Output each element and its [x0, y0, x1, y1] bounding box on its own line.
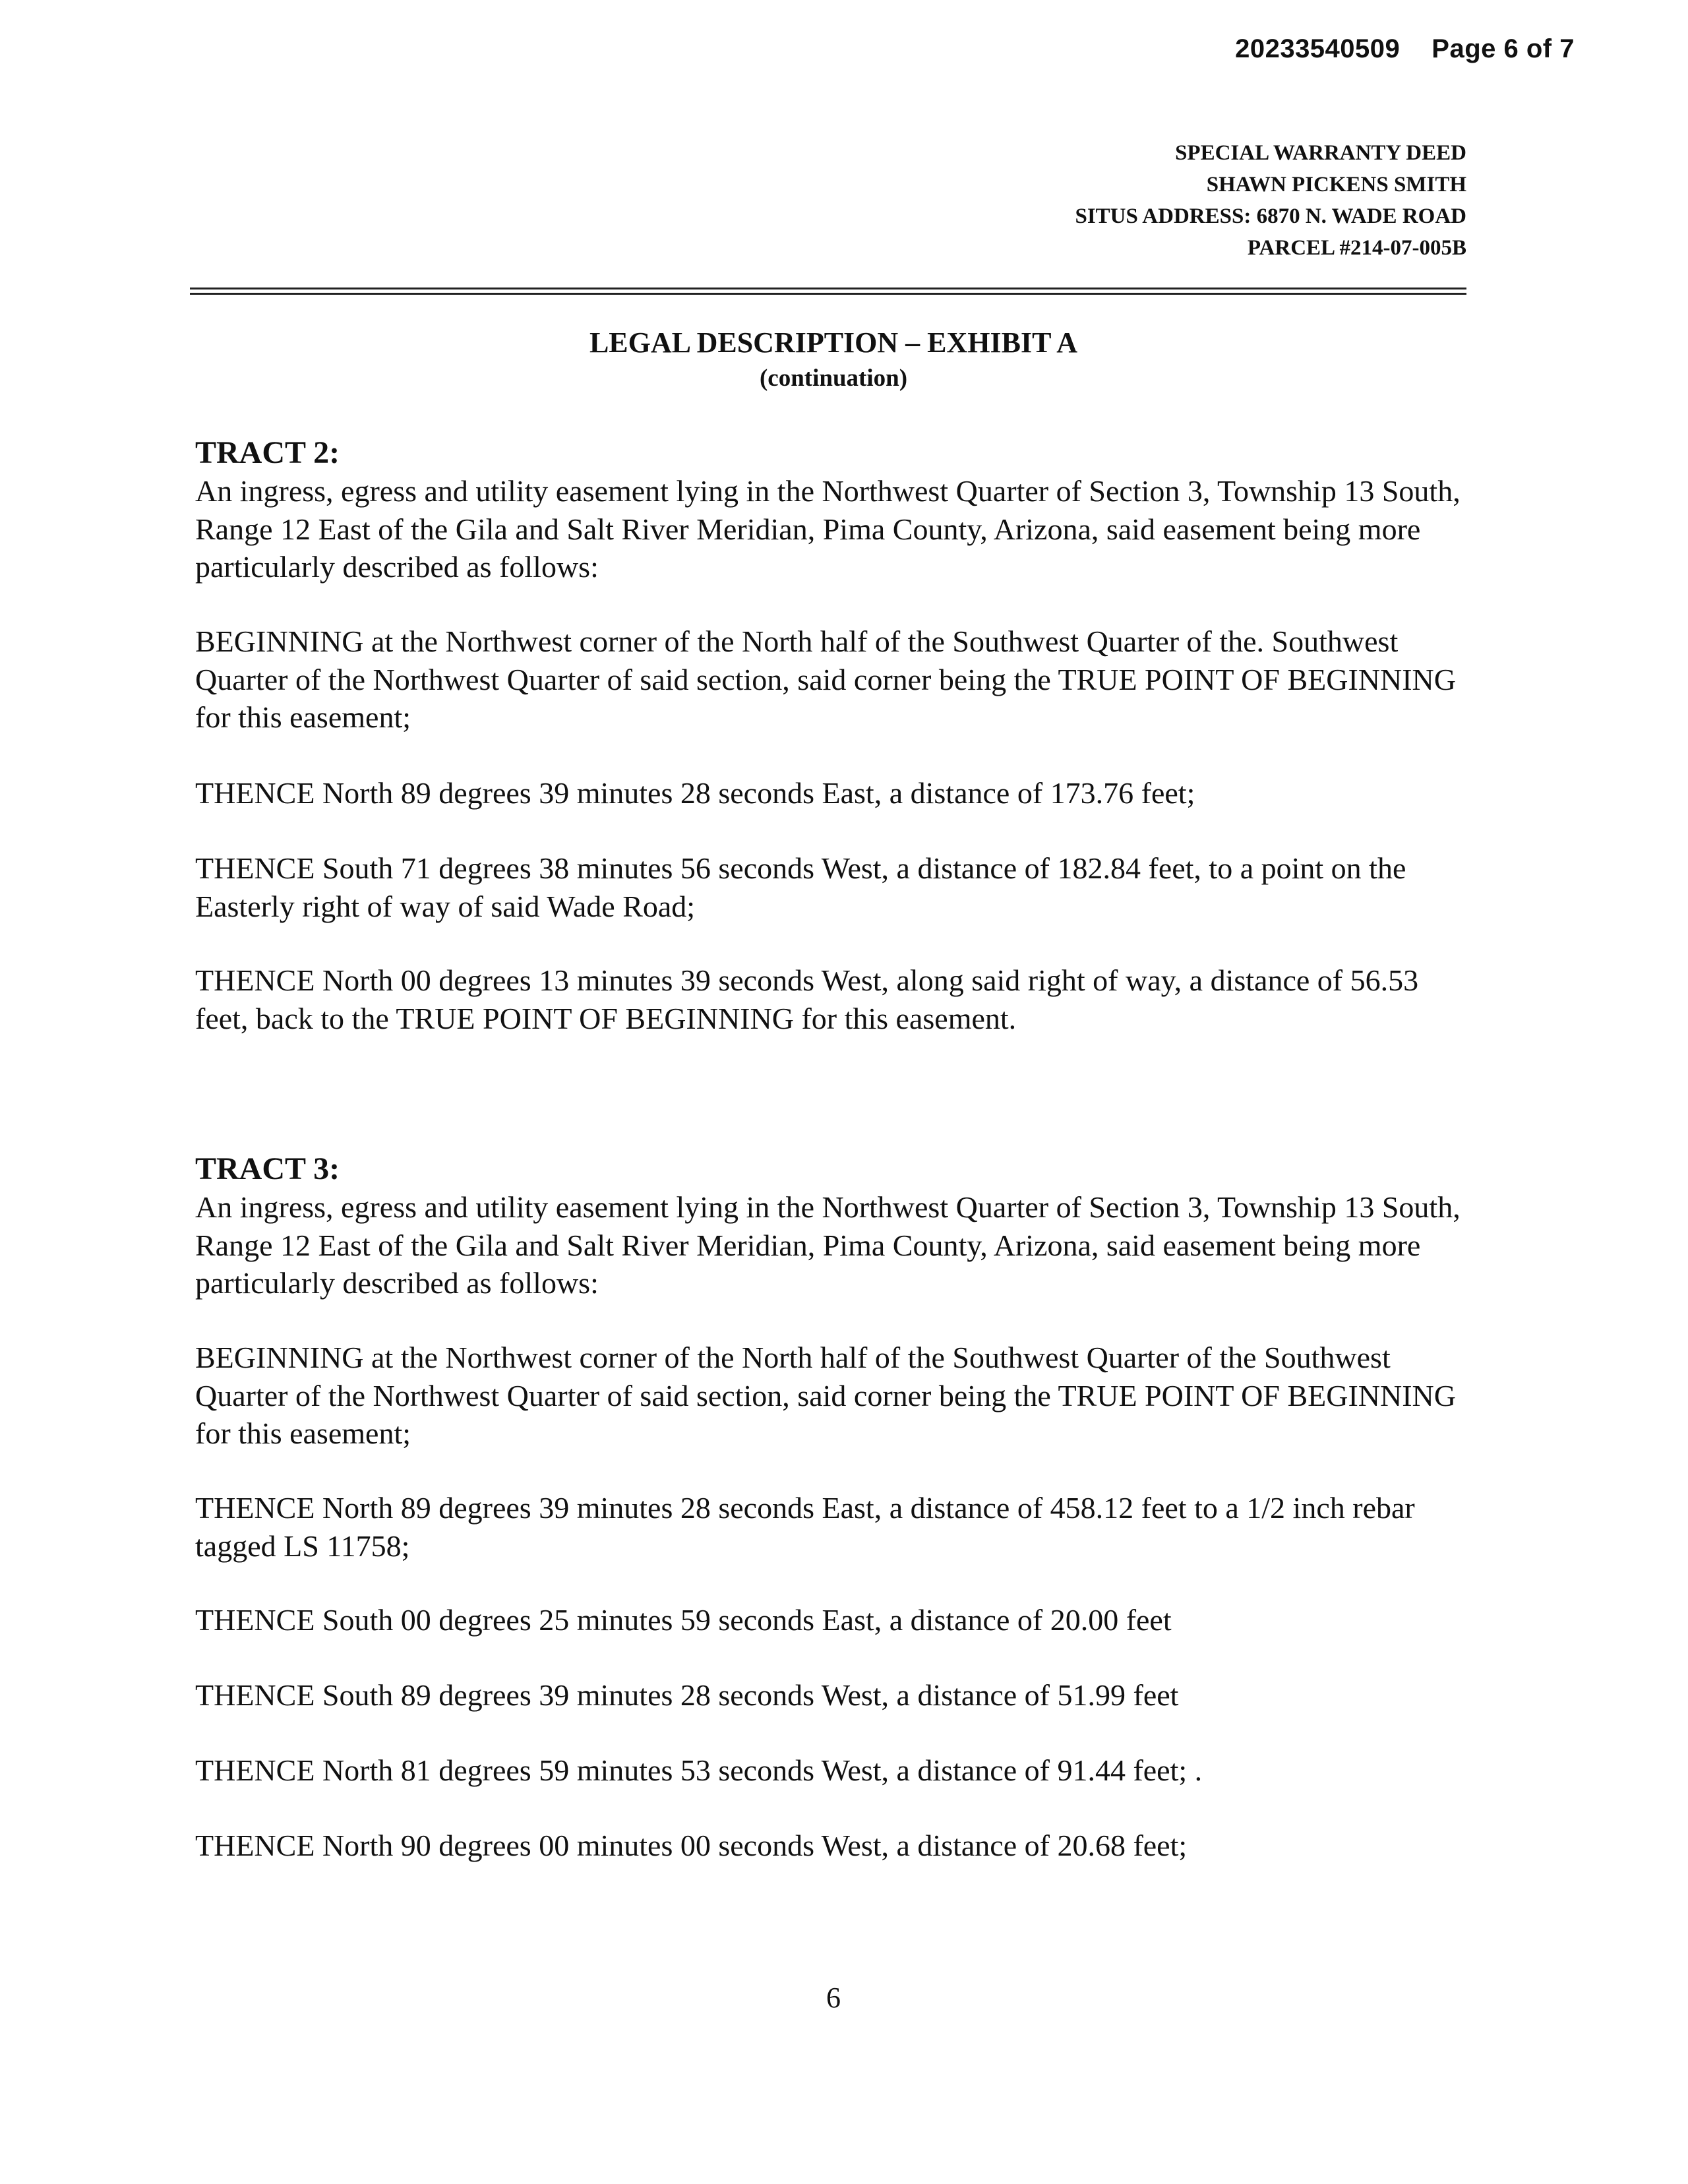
- tract-3-course-2: THENCE South 00 degrees 25 minutes 59 seconds East, a distance of 20.00 feet: [195, 1603, 1172, 1637]
- tract-3-course-4: THENCE North 81 degrees 59 minutes 53 seconds West, a distance of 91.44 feet; .: [195, 1753, 1203, 1787]
- header-divider-bottom: [190, 293, 1466, 295]
- tract-3-beginning-paragraph: BEGINNING at the Northwest corner of the North half of the Southwest Quarter of the Southwest Quarter of the Northwest Quarter of said section, said corner being the TRUE POINT OF BEGINNING for this easement;: [195, 1341, 1456, 1450]
- tract-2-heading: TRACT 2:: [195, 435, 340, 470]
- page-count-label: Page 6 of 7: [1432, 34, 1575, 63]
- header-divider-top: [190, 288, 1466, 289]
- page-number: 6: [826, 1982, 841, 2014]
- tract-3-intro-paragraph: An ingress, egress and utility easement lying in the Northwest Quarter of Section 3, Township 13 South, Range 12 East of the Gila and Salt River Meridian, Pima County, Arizona, said easement being more particularly described as follows:: [195, 1190, 1461, 1300]
- tract-2-course-2: THENCE South 71 degrees 38 minutes 56 seconds West, a distance of 182.84 feet, to a point on the Easterly right of way of said Wade Road;: [195, 851, 1406, 923]
- page-title: LEGAL DESCRIPTION – EXHIBIT A: [589, 326, 1078, 359]
- header-deed-type: SPECIAL WARRANTY DEED: [1175, 141, 1466, 165]
- tract-3-course-1: THENCE North 89 degrees 39 minutes 28 seconds East, a distance of 458.12 feet to a 1/2 inch rebar tagged LS 11758;: [195, 1491, 1415, 1563]
- tract-2-intro-paragraph: An ingress, egress and utility easement lying in the Northwest Quarter of Section 3, Township 13 South, Range 12 East of the Gila and Salt River Meridian, Pima County, Arizona, said easement being more particularly described as follows:: [195, 474, 1461, 584]
- recording-number: 20233540509: [1235, 34, 1401, 63]
- page-subtitle: (continuation): [759, 365, 908, 392]
- header-situs-address: SITUS ADDRESS: 6870 N. WADE ROAD: [1075, 204, 1466, 228]
- tract-3-course-3: THENCE South 89 degrees 39 minutes 28 seconds West, a distance of 51.99 feet: [195, 1678, 1179, 1712]
- recording-number-stamp: [1235, 34, 1575, 64]
- tract-2-beginning-paragraph: BEGINNING at the Northwest corner of the North half of the Southwest Quarter of the. Southwest Quarter of the Northwest Quarter of said section, said corner being the TRUE POINT OF BEGINNING for this easement;: [195, 624, 1456, 734]
- document-header-block: [1075, 137, 1466, 264]
- tract-3-course-5: THENCE North 90 degrees 00 minutes 00 seconds West, a distance of 20.68 feet;: [195, 1829, 1188, 1862]
- tract-2-course-3: THENCE North 00 degrees 13 minutes 39 seconds West, along said right of way, a distance of 56.53 feet, back to the TRUE POINT OF BEGINNING for this easement.: [195, 963, 1419, 1035]
- header-grantor-name: SHAWN PICKENS SMITH: [1206, 173, 1466, 197]
- tract-3-heading: TRACT 3:: [195, 1151, 340, 1186]
- tract-2-course-1: THENCE North 89 degrees 39 minutes 28 seconds East, a distance of 173.76 feet;: [195, 776, 1195, 810]
- header-parcel-number: PARCEL #214-07-005B: [1247, 236, 1466, 260]
